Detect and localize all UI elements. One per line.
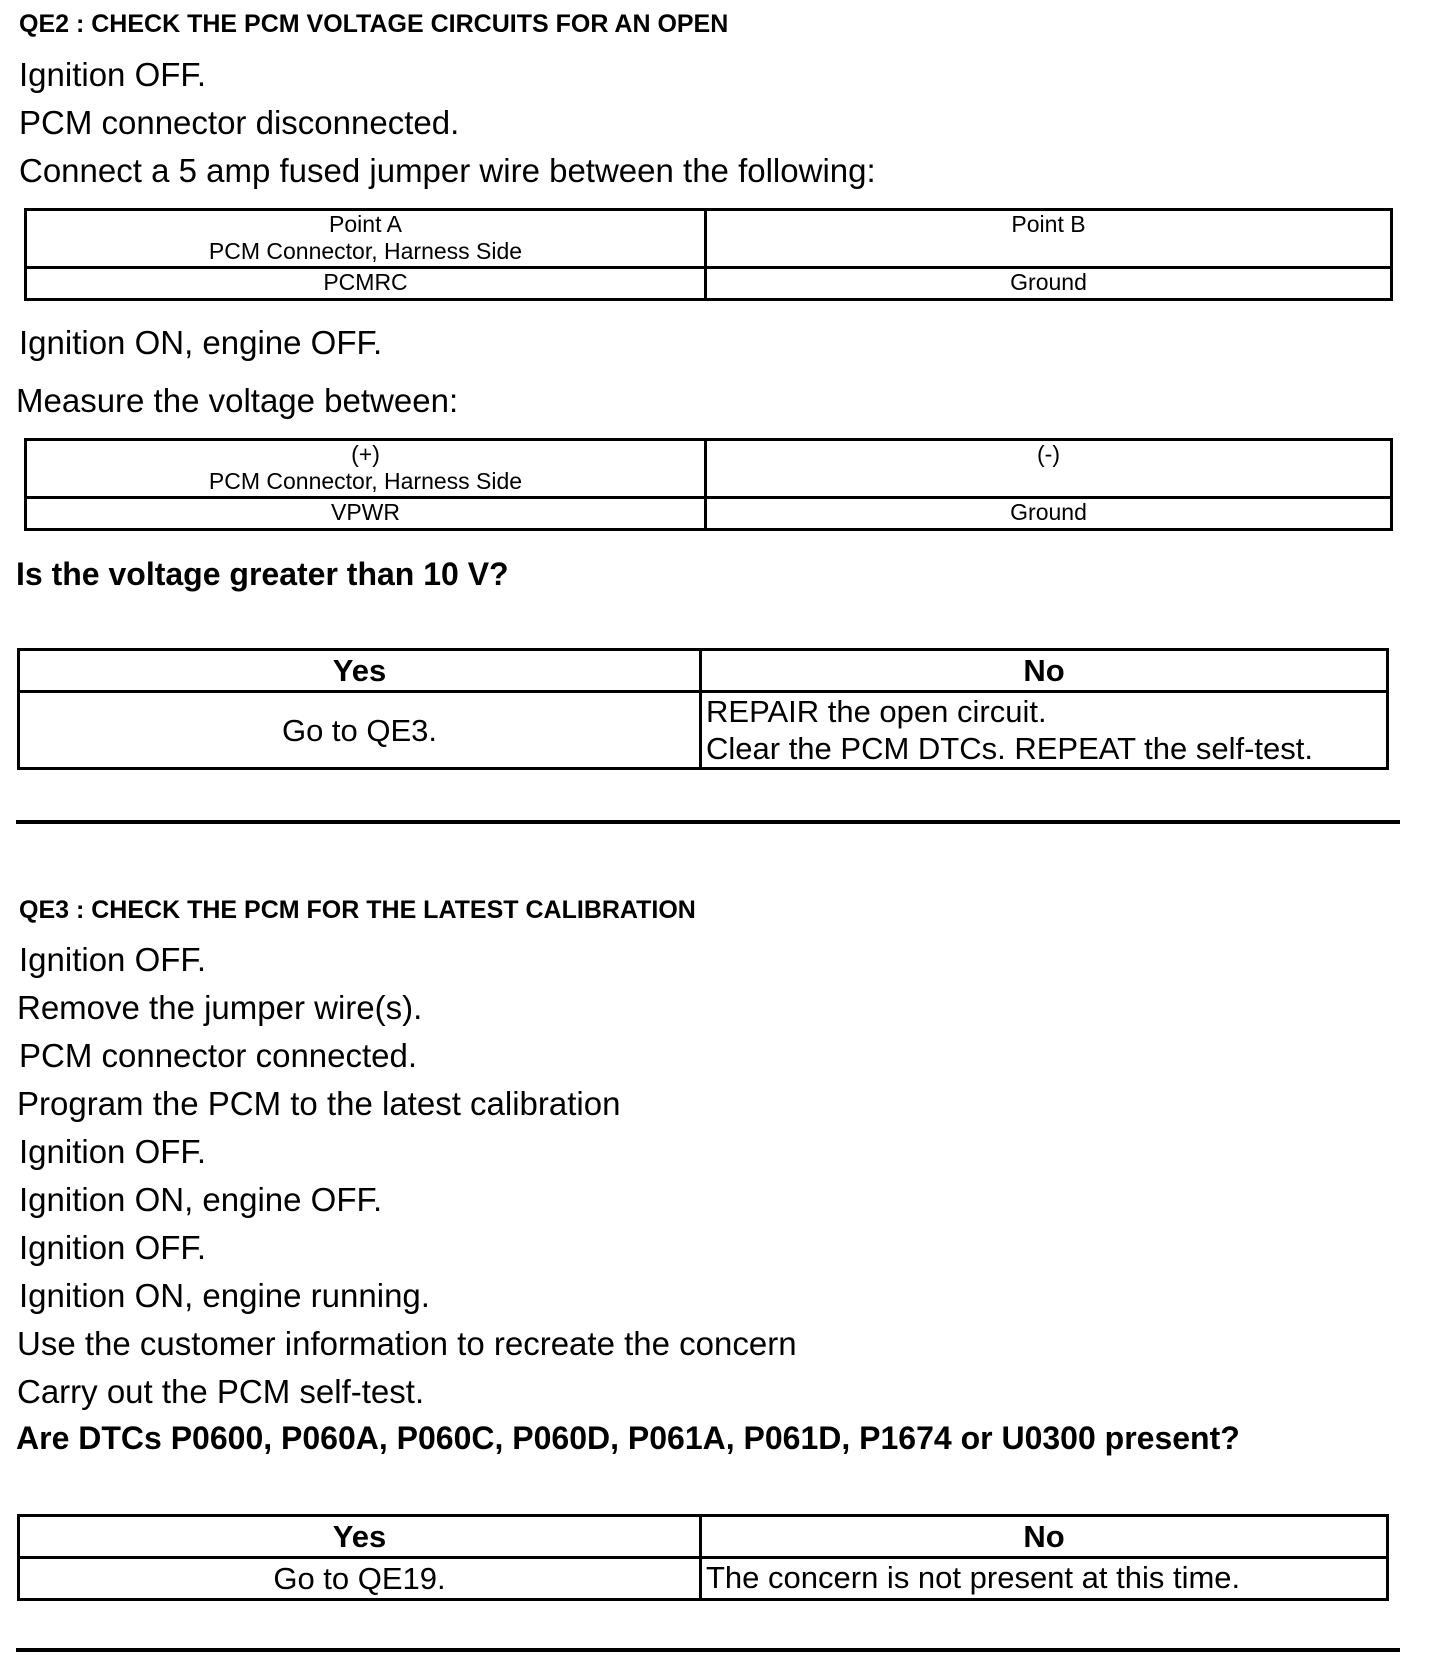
qe3-yes-header: Yes bbox=[19, 1516, 701, 1558]
qe2-question: Is the voltage greater than 10 V? bbox=[16, 556, 509, 592]
qe2-step: Connect a 5 amp fused jumper wire between the following: bbox=[19, 152, 876, 189]
measure-cell-negative: Ground bbox=[706, 498, 1392, 530]
qe2-step: PCM connector disconnected. bbox=[19, 104, 460, 141]
qe3-step: Program the PCM to the latest calibration bbox=[17, 1085, 621, 1122]
qe3-step: Use the customer information to recreate the concern bbox=[17, 1325, 797, 1362]
section-divider bbox=[16, 1648, 1400, 1652]
qe2-yes-header: Yes bbox=[19, 650, 701, 692]
qe3-step: PCM connector connected. bbox=[19, 1037, 418, 1074]
qe3-yes-action: Go to QE19. bbox=[19, 1558, 701, 1600]
jumper-header-point-a bbox=[26, 210, 706, 268]
qe3-step: Ignition ON, engine OFF. bbox=[19, 1181, 383, 1218]
jumper-header-point-a-label: Point A bbox=[329, 211, 402, 237]
jumper-header-point-b: Point B bbox=[706, 210, 1392, 268]
qe2-no-header: No bbox=[701, 650, 1388, 692]
measure-voltage-table bbox=[24, 438, 1393, 531]
qe3-heading: QE3 : CHECK THE PCM FOR THE LATEST CALIBRATION bbox=[19, 896, 696, 924]
qe2-step: Ignition OFF. bbox=[19, 56, 207, 93]
qe2-no-action-line: REPAIR the open circuit. bbox=[706, 694, 1047, 729]
measure-header-positive-label: (+) bbox=[351, 441, 380, 467]
measure-header-positive-sub: PCM Connector, Harness Side bbox=[208, 468, 523, 494]
qe3-no-header: No bbox=[701, 1516, 1388, 1558]
qe3-step: Ignition ON, engine running. bbox=[19, 1277, 430, 1314]
qe2-step-ignition-on: Ignition ON, engine OFF. bbox=[19, 324, 383, 361]
qe2-heading: QE2 : CHECK THE PCM VOLTAGE CIRCUITS FOR AN OPEN bbox=[19, 10, 729, 38]
qe3-result-table bbox=[17, 1514, 1389, 1601]
qe3-step: Ignition OFF. bbox=[19, 1133, 207, 1170]
measure-header-negative: (-) bbox=[706, 440, 1392, 498]
qe2-no-action bbox=[701, 692, 1388, 769]
qe3-question: Are DTCs P0600, P060A, P060C, P060D, P061A, P061D, P1674 or U0300 present? bbox=[16, 1420, 1240, 1456]
jumper-cell-point-b: Ground bbox=[706, 268, 1392, 300]
qe3-no-action: The concern is not present at this time. bbox=[701, 1558, 1388, 1600]
qe2-yes-action: Go to QE3. bbox=[19, 692, 701, 769]
qe3-step: Ignition OFF. bbox=[19, 1229, 207, 1266]
jumper-cell-point-a: PCMRC bbox=[26, 268, 706, 300]
qe2-result-table bbox=[17, 648, 1389, 770]
jumper-connection-table bbox=[24, 208, 1393, 301]
qe3-step: Ignition OFF. bbox=[19, 941, 207, 978]
measure-header-positive bbox=[26, 440, 706, 498]
qe3-step: Remove the jumper wire(s). bbox=[17, 989, 423, 1026]
measure-cell-positive: VPWR bbox=[26, 498, 706, 530]
jumper-header-point-a-sub: PCM Connector, Harness Side bbox=[208, 238, 523, 264]
section-divider bbox=[16, 820, 1400, 824]
qe3-step: Carry out the PCM self-test. bbox=[17, 1373, 425, 1410]
qe2-no-action-line: Clear the PCM DTCs. REPEAT the self-test. bbox=[706, 731, 1313, 766]
qe2-step-measure: Measure the voltage between: bbox=[16, 382, 459, 419]
